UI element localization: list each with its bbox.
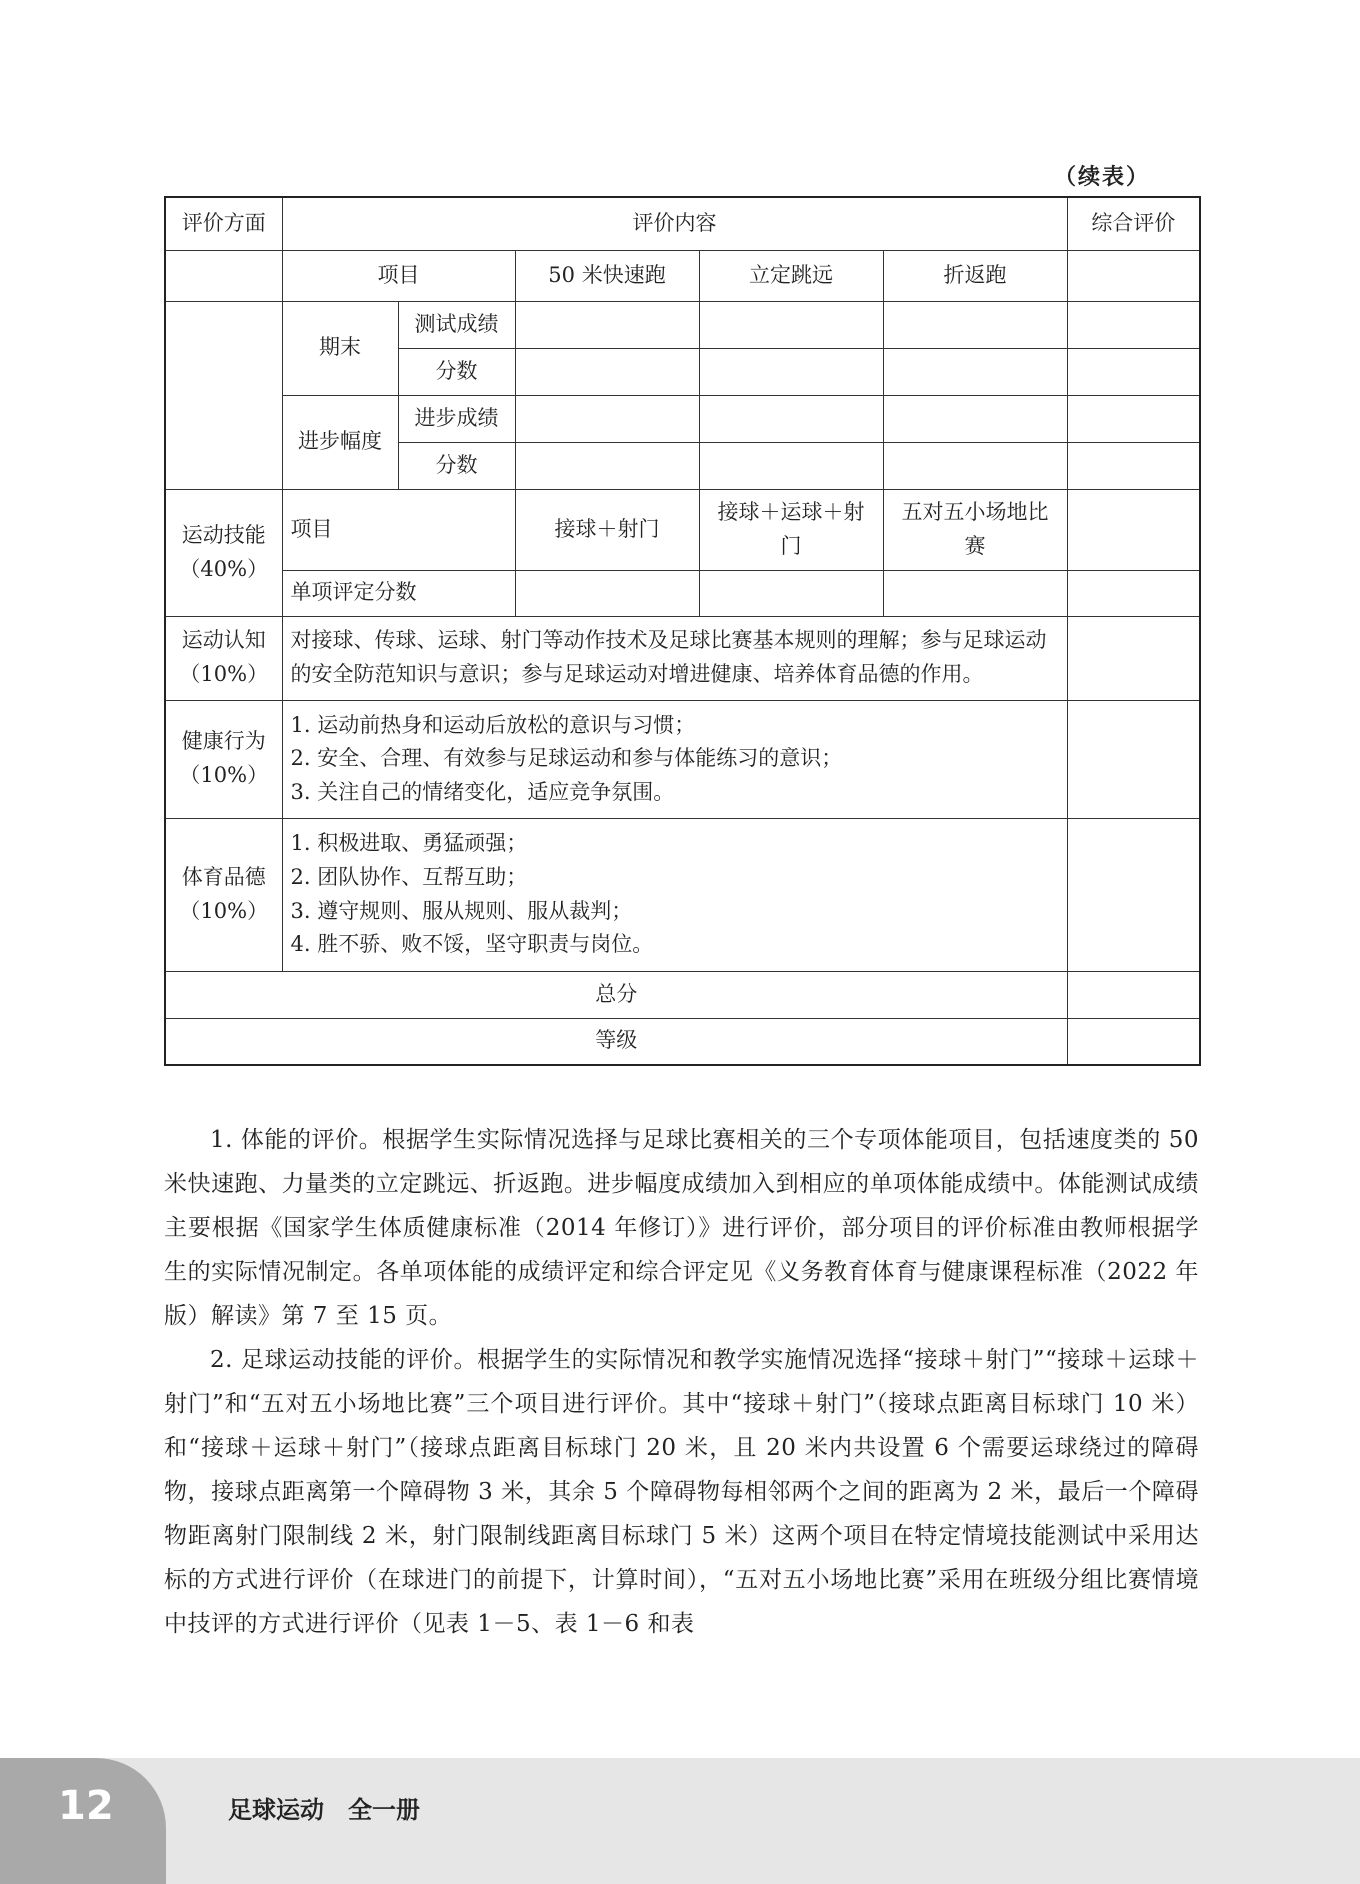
empty-cell — [1067, 1018, 1200, 1065]
cognition-aspect-weight: （10%） — [179, 662, 269, 686]
list-item: 1. 积极进取、勇猛顽强； — [290, 831, 528, 856]
empty-cell — [699, 395, 883, 442]
table-row — [165, 570, 1200, 616]
book-title: 足球运动 全一册 — [228, 1796, 420, 1824]
skill-aspect — [165, 489, 282, 616]
empty-cell — [1067, 616, 1200, 700]
list-item: 2. 安全、合理、有效参与足球运动和参与体能练习的意识； — [290, 746, 843, 771]
fitness-col-50m: 50 米快速跑 — [515, 250, 699, 301]
empty-cell — [883, 570, 1067, 616]
table-row — [165, 818, 1200, 971]
empty-cell — [699, 301, 883, 348]
empty-cell — [515, 570, 699, 616]
header-aspect: 评价方面 — [165, 197, 282, 250]
health-content — [282, 700, 1067, 818]
empty-cell — [515, 395, 699, 442]
empty-cell — [1067, 442, 1200, 489]
skill-col-receive-shoot: 接球＋射门 — [515, 489, 699, 570]
final-label: 期末 — [282, 301, 398, 395]
list-item: 3. 遵守规则、服从规则、服从裁判； — [290, 898, 633, 923]
progress-label: 进步幅度 — [282, 395, 398, 489]
grade-label: 等级 — [165, 1018, 1067, 1065]
table-row — [165, 250, 1200, 301]
fitness-col-shuttle: 折返跑 — [883, 250, 1067, 301]
empty-cell — [883, 348, 1067, 395]
empty-cell — [1067, 818, 1200, 971]
body-text — [164, 1118, 1199, 1646]
ethics-content — [282, 818, 1067, 971]
page-number: 12 — [58, 1783, 114, 1829]
empty-cell — [515, 301, 699, 348]
empty-cell — [165, 250, 282, 301]
empty-cell — [1067, 250, 1200, 301]
health-aspect-name: 健康行为 — [181, 729, 266, 754]
table-row — [165, 1018, 1200, 1065]
list-item: 3. 关注自己的情绪变化，适应竞争氛围。 — [290, 779, 675, 804]
progress-result-label: 进步成绩 — [398, 395, 515, 442]
skill-col-receive-dribble-shoot: 接球＋运球＋射门 — [699, 489, 883, 570]
empty-cell — [1067, 700, 1200, 818]
table-row — [165, 301, 1200, 348]
header-overall: 综合评价 — [1067, 197, 1200, 250]
evaluation-table — [164, 196, 1201, 1066]
empty-cell — [1067, 570, 1200, 616]
empty-cell — [1067, 348, 1200, 395]
empty-cell — [699, 348, 883, 395]
fitness-item-label: 项目 — [282, 250, 515, 301]
paragraph-fitness-evaluation: 1. 体能的评价。根据学生实际情况选择与足球比赛相关的三个专项体能项目，包括速度类的 50 米快速跑、力量类的立定跳远、折返跑。进步幅度成绩加入到相应的单项体能成绩中。体能测试成绩主要根据《国家学生体质健康标准（2014 年修订）》进行评价，部分项目的评价标准由教师根据学生的实际情况制定。各单项体能的成绩评定和综合评定见《义务教育体育与健康课程标准（2022 年版）解读》第 7 至 15 页。 — [164, 1127, 1199, 1329]
final-score-label: 分数 — [398, 348, 515, 395]
fitness-col-jump: 立定跳远 — [699, 250, 883, 301]
continued-label: （续表） — [1053, 165, 1150, 190]
empty-cell — [165, 301, 282, 489]
list-item: 2. 团队协作、互帮互助； — [290, 864, 528, 889]
list-item: 1. 运动前热身和运动后放松的意识与习惯； — [290, 712, 696, 737]
empty-cell — [1067, 301, 1200, 348]
list-item: 4. 胜不骄、败不馁，坚守职责与岗位。 — [290, 932, 654, 957]
cognition-aspect-name: 运动认知 — [181, 628, 266, 653]
table-row — [165, 197, 1200, 250]
table-row — [165, 971, 1200, 1018]
progress-score-label: 分数 — [398, 442, 515, 489]
skill-aspect-weight: （40%） — [179, 556, 269, 581]
page-footer — [0, 1758, 1360, 1884]
empty-cell — [883, 395, 1067, 442]
ethics-aspect-name: 体育品德 — [181, 864, 266, 889]
total-label: 总分 — [165, 971, 1067, 1018]
empty-cell — [883, 301, 1067, 348]
empty-cell — [1067, 971, 1200, 1018]
table-row — [165, 489, 1200, 570]
empty-cell — [1067, 489, 1200, 570]
header-content: 评价内容 — [282, 197, 1067, 250]
empty-cell — [515, 442, 699, 489]
empty-cell — [1067, 395, 1200, 442]
health-aspect-weight: （10%） — [179, 763, 269, 787]
empty-cell — [515, 348, 699, 395]
empty-cell — [699, 570, 883, 616]
empty-cell — [883, 442, 1067, 489]
health-aspect — [165, 700, 282, 818]
paragraph-skill-evaluation: 2. 足球运动技能的评价。根据学生的实际情况和教学实施情况选择“接球＋射门”“接球＋运球＋射门”和“五对五小场地比赛”三个项目进行评价。其中“接球＋射门”（接球点距离目标球门 10 米）和“接球＋运球＋射门”（接球点距离目标球门 20 米，且 20 米内共设置 6 个需要运球绕过的障碍物，接球点距离第一个障碍物 3 米，其余 5 个障碍物每相邻两个之间的距离为 2 米，最后一个障碍物距离射门限制线 2 米，射门限制线距离目标球门 5 米）这两个项目在特定情境技能测试中采用达标的方式进行评价（在球进门的前提下，计算时间），“五对五小场地比赛”采用在班级分组比赛情境中技评的方式进行评价（见表 1－5、表 1－6 和表 — [164, 1347, 1199, 1637]
skill-aspect-name: 运动技能 — [181, 522, 266, 547]
table-row — [165, 616, 1200, 700]
skill-score-label: 单项评定分数 — [282, 570, 515, 616]
ethics-aspect-weight: （10%） — [179, 898, 269, 923]
skill-col-five-a-side: 五对五小场地比赛 — [883, 489, 1067, 570]
empty-cell — [699, 442, 883, 489]
final-test-score-label: 测试成绩 — [398, 301, 515, 348]
table-row — [165, 700, 1200, 818]
skill-item-label: 项目 — [282, 489, 515, 570]
ethics-aspect — [165, 818, 282, 971]
cognition-aspect — [165, 616, 282, 700]
table-row — [165, 395, 1200, 442]
cognition-content: 对接球、传球、运球、射门等动作技术及足球比赛基本规则的理解；参与足球运动的安全防范知识与意识；参与足球运动对增进健康、培养体育品德的作用。 — [282, 616, 1067, 700]
